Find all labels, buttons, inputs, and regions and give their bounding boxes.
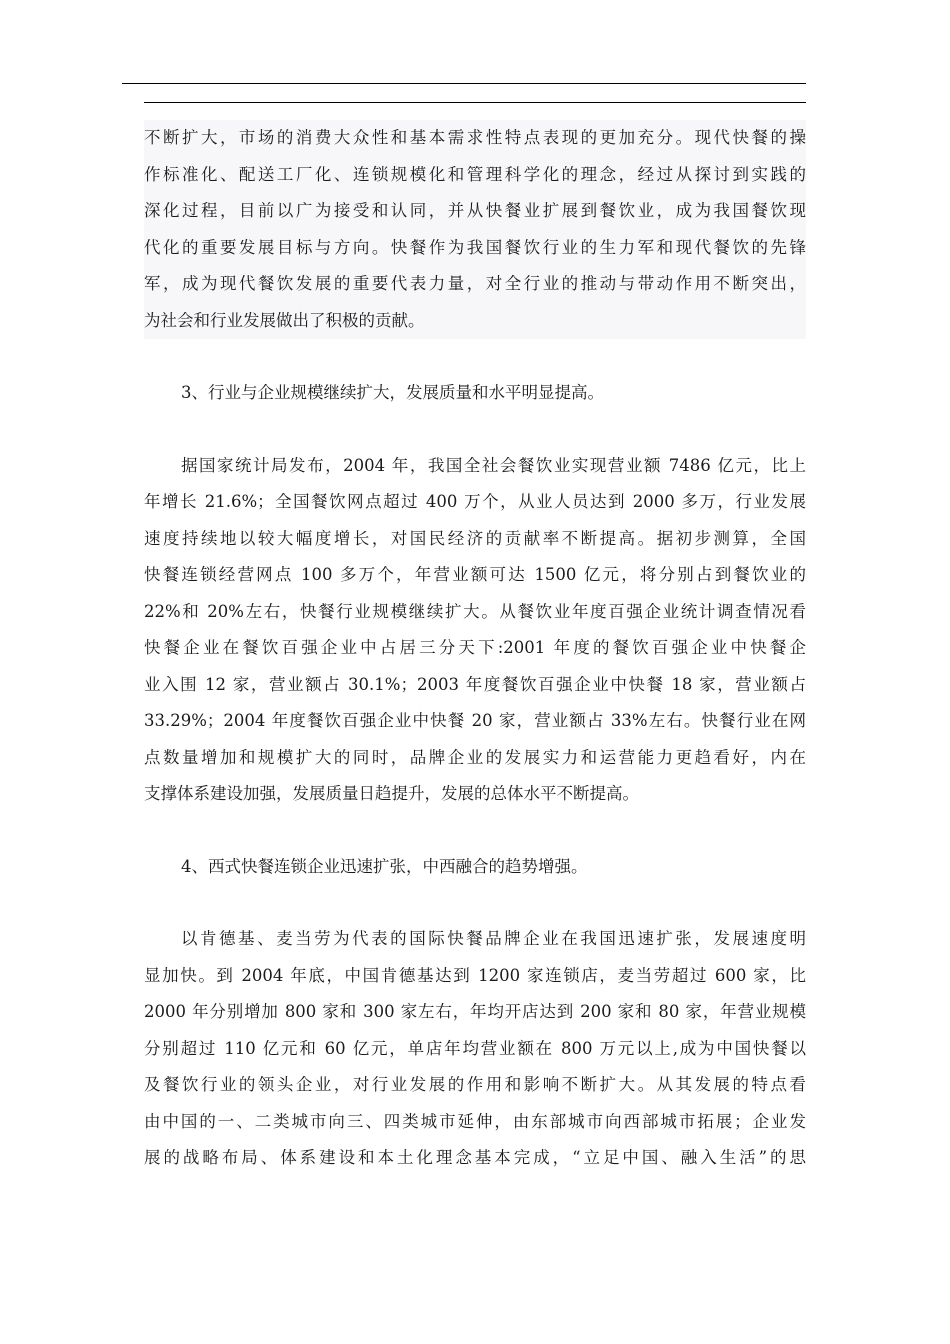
section-heading-4: 4、西式快餐连锁企业迅速扩张，中西融合的趋势增强。: [181, 856, 588, 876]
paragraph-spacer: [144, 885, 806, 921]
paragraph-modern-fast-food: [144, 120, 806, 339]
text-line: 22%和 20%左右，快餐行业规模继续扩大。从餐饮业年度百强企业统计调查情况看: [144, 601, 806, 621]
text-line: 据国家统计局发布，2004 年，我国全社会餐饮业实现营业额 7486 亿元，比上: [181, 455, 806, 475]
header-rule-top: [122, 83, 806, 84]
text-line: 2000 年分别增加 800 家和 300 家左右，年均开店达到 200 家和 80 家，年营业规模: [144, 1002, 806, 1021]
text-line: 由中国的一、二类城市向三、四类城市延伸，由东部城市向西部城市拓展；企业发: [144, 1111, 806, 1131]
paragraph-spacer: [144, 412, 806, 448]
text-line: 业入围 12 家，营业额占 30.1%；2003 年度餐饮百强企业中快餐 18 家，营业额占: [144, 674, 806, 694]
document-body: [144, 120, 806, 1177]
text-line: 显加快。到 2004 年底，中国肯德基达到 1200 家连锁店，麦当劳超过 600 家，比: [144, 965, 806, 985]
text-line: 快餐企业在餐饮百强企业中占居三分天下:2001 年度的餐饮百强企业中快餐企: [144, 638, 806, 657]
paragraph-western-fast-food: [144, 921, 806, 1177]
text-line: 点数量增加和规模扩大的同时，品牌企业的发展实力和运营能力更趋看好，内在: [144, 747, 806, 767]
text-line: 支撑体系建设加强，发展质量日趋提升，发展的总体水平不断提高。: [144, 784, 639, 803]
text-line: 速度持续地以较大幅度增长，对国民经济的贡献率不断提高。据初步测算，全国: [144, 528, 806, 548]
text-line: 快餐连锁经营网点 100 多万个，年营业额可达 1500 亿元，将分别占到餐饮业的: [144, 565, 806, 584]
paragraph-spacer: [144, 339, 806, 375]
text-line: 不断扩大，市场的消费大众性和基本需求性特点表现的更加充分。现代快餐的操: [144, 128, 806, 147]
text-line: 为社会和行业发展做出了积极的贡献。: [144, 310, 425, 330]
text-line: 代化的重要发展目标与方向。快餐作为我国餐饮行业的生力军和现代餐饮的先锋: [144, 237, 806, 257]
paragraph-spacer: [144, 813, 806, 849]
text-line: 展的战略布局、体系建设和本土化理念基本完成，“立足中国、融入生活”的思: [144, 1148, 806, 1167]
text-line: 军，成为现代餐饮发展的重要代表力量，对全行业的推动与带动作用不断突出，: [144, 274, 806, 293]
text-line: 分别超过 110 亿元和 60 亿元，单店年均营业额在 800 万元以上,成为中国快餐以: [144, 1038, 806, 1058]
text-line: 及餐饮行业的领头企业，对行业发展的作用和影响不断扩大。从其发展的特点看: [144, 1075, 806, 1094]
text-line: 33.29%；2004 年度餐饮百强企业中快餐 20 家，营业额占 33%左右。快餐行业在网: [144, 711, 806, 730]
text-line: 年增长 21.6%；全国餐饮网点超过 400 万个，从业人员达到 2000 多万，行业发展: [144, 492, 806, 511]
text-line: 深化过程，目前以广为接受和认同，并从快餐业扩展到餐饮业，成为我国餐饮现: [144, 201, 806, 220]
text-line: 作标准化、配送工厂化、连锁规模化和管理科学化的理念，经过从探讨到实践的: [144, 164, 806, 184]
paragraph-industry-scale: [144, 448, 806, 813]
text-line: 以肯德基、麦当劳为代表的国际快餐品牌企业在我国迅速扩张，发展速度明: [181, 929, 806, 948]
header-rule-bottom: [144, 102, 806, 103]
section-heading-3: 3、行业与企业规模继续扩大，发展质量和水平明显提高。: [181, 383, 604, 402]
